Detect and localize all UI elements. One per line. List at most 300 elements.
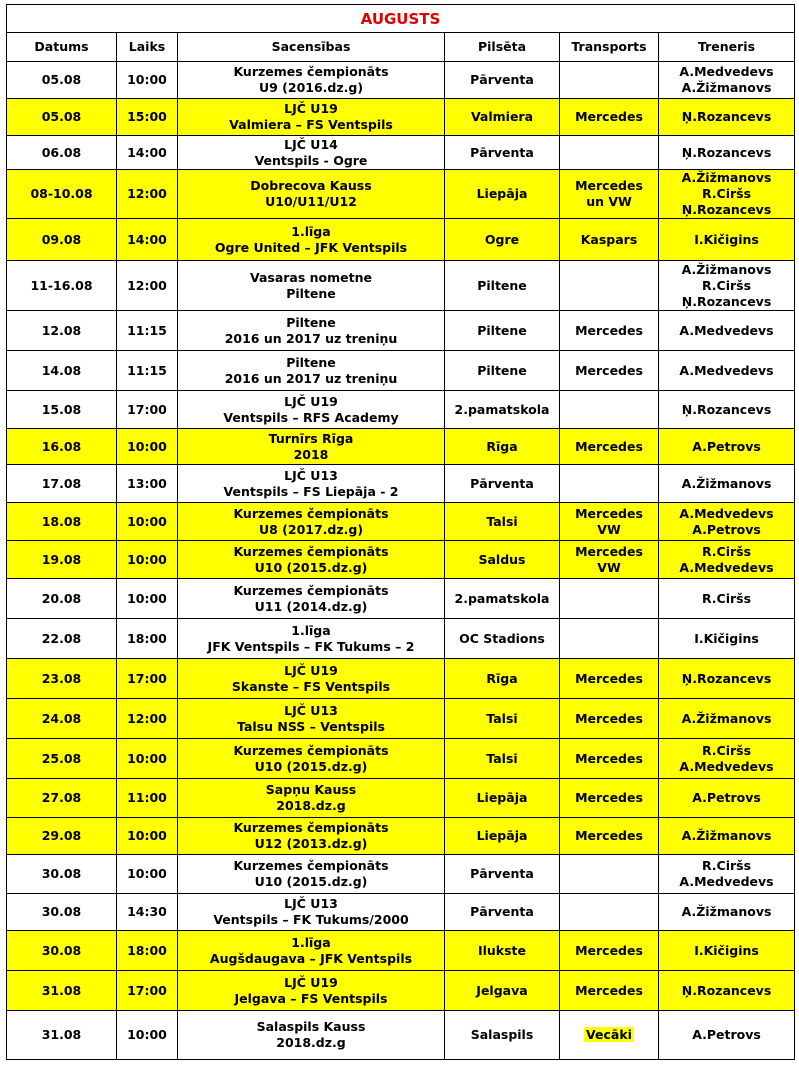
date-cell [7, 541, 117, 579]
city-cell [445, 1011, 560, 1060]
time-cell [117, 1011, 178, 1060]
transport-cell [560, 659, 659, 699]
event-title: Salaspils Kauss [256, 1019, 366, 1034]
coach-name-2: R.Ciršs [701, 186, 752, 201]
event-title: Sapņu Kauss [265, 782, 357, 797]
transport-cell [560, 739, 659, 779]
time-cell [117, 855, 178, 894]
header-transport: Transports [560, 33, 659, 62]
coach-name: A.Žižmanovs [681, 904, 772, 919]
event-title: 1.līga [291, 622, 331, 638]
event-cell [178, 465, 445, 503]
city-cell [445, 99, 560, 136]
date-cell [7, 818, 117, 855]
event-detail: 2018.dz.g [276, 798, 346, 813]
time-cell [117, 699, 178, 739]
city-text: Talsi [486, 750, 518, 766]
date-text: 14.08 [41, 362, 82, 378]
time-text: 12:00 [127, 186, 167, 201]
city-cell [445, 503, 560, 541]
time-text: 12:00 [127, 710, 167, 726]
time-cell [117, 261, 178, 311]
city-text: Rīga [486, 670, 518, 686]
transport-cell [560, 971, 659, 1011]
table-row [7, 931, 795, 971]
event-title: LJČ U14 [284, 136, 338, 152]
coach-name: A.Medvedevs [679, 505, 774, 521]
table-row [7, 1011, 795, 1060]
table-row [7, 391, 795, 429]
event-cell [178, 619, 445, 659]
event-cell [178, 99, 445, 136]
date-cell [7, 579, 117, 619]
coach-cell [659, 699, 795, 739]
city-text: Valmiera [470, 109, 534, 124]
transport-cell [560, 779, 659, 818]
transport-cell [560, 894, 659, 931]
event-cell [178, 971, 445, 1011]
city-cell [445, 170, 560, 219]
transport-cell [560, 541, 659, 579]
event-cell [178, 818, 445, 855]
coach-cell [659, 779, 795, 818]
coach-cell [659, 429, 795, 465]
time-cell [117, 619, 178, 659]
time-text: 11:15 [127, 362, 167, 378]
date-cell [7, 855, 117, 894]
transport-text: Mercedes [575, 438, 643, 454]
coach-cell [659, 971, 795, 1011]
event-title: Dobrecova Kauss [250, 178, 372, 193]
event-cell [178, 503, 445, 541]
date-cell [7, 219, 117, 261]
coach-cell [659, 739, 795, 779]
event-cell [178, 219, 445, 261]
transport-text: Mercedes [575, 322, 643, 338]
coach-name: Ņ.Rozancevs [681, 144, 772, 160]
transport-text: Mercedes [575, 505, 643, 521]
time-cell [117, 62, 178, 99]
coach-cell [659, 1011, 795, 1060]
city-text: Piltene [477, 277, 527, 293]
date-text: 31.08 [41, 982, 82, 998]
transport-text: Mercedes [575, 750, 643, 766]
event-title: LJČ U19 [284, 974, 338, 990]
time-cell [117, 311, 178, 351]
city-text: Pārventa [470, 866, 534, 881]
event-detail: Ventspils – RFS Academy [223, 409, 399, 425]
event-title: LJČ U19 [284, 393, 338, 409]
coach-name: A.Petrovs [692, 790, 761, 805]
transport-text: Mercedes [575, 362, 643, 378]
coach-cell [659, 659, 795, 699]
transport-cell [560, 219, 659, 261]
time-text: 13:00 [127, 475, 167, 491]
transport-text: Mercedes [575, 942, 643, 958]
coach-name: A.Žižmanovs [681, 170, 772, 185]
coach-name: Ņ.Rozancevs [681, 401, 772, 417]
transport-cell [560, 818, 659, 855]
coach-name: I.Kičigins [694, 942, 759, 958]
city-cell [445, 429, 560, 465]
coach-name-2: A.Medvedevs [679, 874, 774, 889]
coach-name: A.Žižmanovs [681, 261, 772, 277]
coach-name-2: A.Petrovs [692, 521, 761, 537]
coach-cell [659, 503, 795, 541]
city-text: Pārventa [470, 72, 534, 87]
schedule-rows [7, 62, 795, 1060]
event-cell [178, 136, 445, 170]
coach-cell [659, 541, 795, 579]
time-text: 10:00 [127, 513, 167, 529]
time-text: 10:00 [127, 551, 167, 567]
city-cell [445, 855, 560, 894]
event-title: 1.līga [291, 934, 331, 950]
table-row [7, 136, 795, 170]
transport-text: Mercedes [575, 828, 643, 843]
event-cell [178, 351, 445, 391]
time-text: 10:00 [127, 438, 167, 454]
event-cell [178, 541, 445, 579]
coach-name: A.Medvedevs [679, 64, 774, 79]
event-title: LJČ U13 [284, 467, 338, 483]
coach-name-2: A.Žižmanovs [681, 80, 772, 95]
transport-text-2: VW [597, 521, 621, 537]
coach-name-3: Ņ.Rozancevs [681, 202, 772, 217]
table-row [7, 818, 795, 855]
transport-text: Mercedes [575, 543, 643, 559]
date-text: 06.08 [41, 144, 82, 160]
city-text: Liepāja [476, 828, 528, 843]
table-row [7, 971, 795, 1011]
event-detail: Talsu NSS – Ventspils [237, 718, 385, 734]
header-date: Datums [7, 33, 117, 62]
transport-text: Mercedes [575, 982, 643, 998]
city-cell [445, 219, 560, 261]
table-row [7, 739, 795, 779]
time-cell [117, 541, 178, 579]
city-cell [445, 351, 560, 391]
time-cell [117, 503, 178, 541]
event-cell [178, 170, 445, 219]
city-cell [445, 579, 560, 619]
city-text: 2.pamatskola [454, 401, 550, 417]
city-text: Piltene [477, 362, 527, 378]
event-detail: U10/U11/U12 [265, 194, 357, 209]
transport-cell [560, 1011, 659, 1060]
event-cell [178, 1011, 445, 1060]
event-detail: JFK Ventspils – FK Tukums – 2 [207, 638, 415, 654]
coach-cell [659, 619, 795, 659]
event-detail: 2018.dz.g [276, 1035, 346, 1050]
city-text: Pārventa [470, 144, 534, 160]
city-cell [445, 659, 560, 699]
transport-text: Mercedes [575, 790, 643, 805]
date-cell [7, 391, 117, 429]
time-text: 17:00 [127, 982, 167, 998]
time-cell [117, 391, 178, 429]
city-text: Saldus [478, 551, 526, 567]
time-cell [117, 971, 178, 1011]
transport-text: Mercedes [575, 710, 643, 726]
city-text: Liepāja [476, 186, 528, 201]
coach-name: A.Žižmanovs [681, 828, 772, 843]
date-cell [7, 894, 117, 931]
date-cell [7, 779, 117, 818]
time-text: 11:15 [127, 322, 167, 338]
event-detail: 2018 [293, 446, 329, 462]
date-text: 23.08 [41, 670, 82, 686]
time-text: 14:00 [127, 231, 167, 247]
transport-text: Mercedes [575, 178, 643, 193]
time-text: 10:00 [127, 750, 167, 766]
city-cell [445, 699, 560, 739]
coach-cell [659, 99, 795, 136]
event-detail: U12 (2013.dz.g) [254, 836, 368, 851]
event-title: Kurzemes čempionāts [233, 64, 389, 79]
coach-cell [659, 931, 795, 971]
time-cell [117, 931, 178, 971]
date-text: 16.08 [41, 438, 82, 454]
city-cell [445, 971, 560, 1011]
table-row [7, 99, 795, 136]
time-text: 10:00 [127, 1027, 167, 1042]
city-cell [445, 465, 560, 503]
coach-name: I.Kičigins [694, 630, 759, 646]
coach-cell [659, 579, 795, 619]
transport-text: Mercedes [575, 670, 643, 686]
city-cell [445, 739, 560, 779]
event-detail: Ventspils - Ogre [254, 152, 368, 168]
time-cell [117, 739, 178, 779]
transport-cell [560, 351, 659, 391]
event-title: LJČ U19 [284, 662, 338, 678]
event-detail: Ogre United – JFK Ventspils [214, 239, 408, 255]
time-cell [117, 170, 178, 219]
table-row [7, 429, 795, 465]
city-cell [445, 541, 560, 579]
event-cell [178, 894, 445, 931]
transport-cell [560, 99, 659, 136]
transport-cell [560, 136, 659, 170]
coach-name: A.Medvedevs [679, 362, 774, 378]
time-cell [117, 579, 178, 619]
event-cell [178, 261, 445, 311]
date-cell [7, 261, 117, 311]
event-cell [178, 62, 445, 99]
event-title: Kurzemes čempionāts [233, 505, 389, 521]
table-row [7, 699, 795, 739]
date-text: 12.08 [41, 322, 82, 338]
transport-text-2: un VW [586, 194, 632, 209]
city-cell [445, 311, 560, 351]
coach-name: Ņ.Rozancevs [681, 982, 772, 998]
event-detail: U10 (2015.dz.g) [254, 758, 368, 774]
coach-name: A.Žižmanovs [681, 475, 772, 491]
coach-name-2: A.Medvedevs [679, 758, 774, 774]
coach-name: R.Ciršs [701, 742, 752, 758]
table-row [7, 62, 795, 99]
event-cell [178, 391, 445, 429]
event-title: LJČ U13 [284, 702, 338, 718]
event-detail: U10 (2015.dz.g) [254, 559, 368, 575]
date-cell [7, 619, 117, 659]
event-detail: Augšdaugava – JFK Ventspils [209, 950, 413, 966]
event-cell [178, 579, 445, 619]
time-text: 11:00 [127, 790, 167, 805]
city-cell [445, 62, 560, 99]
city-text: Liepāja [476, 790, 528, 805]
transport-cell [560, 579, 659, 619]
event-cell [178, 429, 445, 465]
header-coach: Treneris [659, 33, 795, 62]
coach-name: A.Petrovs [692, 438, 761, 454]
time-text: 17:00 [127, 401, 167, 417]
time-text: 14:30 [127, 904, 167, 919]
time-cell [117, 99, 178, 136]
date-text: 05.08 [41, 109, 82, 124]
date-text: 30.08 [41, 942, 82, 958]
coach-name: I.Kičigins [694, 231, 759, 247]
date-text: 17.08 [41, 475, 82, 491]
time-cell [117, 465, 178, 503]
event-title: LJČ U19 [284, 101, 338, 116]
event-cell [178, 311, 445, 351]
time-cell [117, 659, 178, 699]
date-text: 05.08 [41, 72, 82, 87]
city-text: Piltene [477, 322, 527, 338]
event-title: 1.līga [291, 223, 331, 239]
header-city: Pilsēta [445, 33, 560, 62]
event-detail: 2016 un 2017 uz treniņu [224, 330, 398, 346]
event-title: Kurzemes čempionāts [233, 582, 389, 598]
city-text: Ilukste [477, 942, 527, 958]
time-cell [117, 429, 178, 465]
event-title: Kurzemes čempionāts [233, 858, 389, 873]
date-cell [7, 311, 117, 351]
date-text: 29.08 [41, 828, 82, 843]
event-title: Piltene [286, 354, 336, 370]
table-row [7, 311, 795, 351]
city-cell [445, 619, 560, 659]
coach-cell [659, 818, 795, 855]
date-cell [7, 170, 117, 219]
date-text: 08-10.08 [30, 186, 93, 201]
header-row [7, 33, 795, 62]
coach-name: R.Ciršs [701, 858, 752, 873]
table-row [7, 659, 795, 699]
time-text: 15:00 [127, 109, 167, 124]
date-text: 24.08 [41, 710, 82, 726]
coach-name: A.Medvedevs [679, 322, 774, 338]
time-cell [117, 779, 178, 818]
event-detail: 2016 un 2017 uz treniņu [224, 370, 398, 386]
event-title: Kurzemes čempionāts [233, 543, 389, 559]
date-cell [7, 465, 117, 503]
time-cell [117, 818, 178, 855]
coach-name: A.Petrovs [692, 1027, 761, 1042]
date-cell [7, 739, 117, 779]
time-text: 10:00 [127, 72, 167, 87]
event-detail: Jelgava – FS Ventspils [234, 990, 388, 1006]
coach-cell [659, 465, 795, 503]
coach-cell [659, 351, 795, 391]
time-text: 10:00 [127, 828, 167, 843]
date-cell [7, 971, 117, 1011]
date-cell [7, 503, 117, 541]
date-cell [7, 699, 117, 739]
table-row [7, 351, 795, 391]
table-row [7, 579, 795, 619]
date-text: 31.08 [41, 1027, 82, 1042]
date-text: 30.08 [41, 866, 82, 881]
transport-cell [560, 170, 659, 219]
event-title: Kurzemes čempionāts [233, 820, 389, 835]
table-row [7, 619, 795, 659]
city-text: Talsi [486, 513, 518, 529]
event-detail: U11 (2014.dz.g) [254, 598, 368, 614]
event-cell [178, 739, 445, 779]
time-text: 17:00 [127, 670, 167, 686]
month-title: AUGUSTS [7, 5, 795, 33]
date-text: 20.08 [41, 590, 82, 606]
event-cell [178, 855, 445, 894]
city-cell [445, 894, 560, 931]
time-text: 18:00 [127, 630, 167, 646]
coach-cell [659, 170, 795, 219]
coach-cell [659, 261, 795, 311]
event-detail: Ventspils – FK Tukums/2000 [213, 912, 409, 927]
table-row [7, 503, 795, 541]
city-text: 2.pamatskola [454, 590, 550, 606]
date-text: 30.08 [41, 904, 82, 919]
city-text: Jelgava [476, 982, 528, 998]
transport-cell [560, 62, 659, 99]
date-text: 18.08 [41, 513, 82, 529]
date-cell [7, 99, 117, 136]
transport-text: Kaspars [580, 231, 638, 247]
date-text: 25.08 [41, 750, 82, 766]
coach-name-2: R.Ciršs [701, 277, 752, 293]
coach-cell [659, 855, 795, 894]
date-text: 19.08 [41, 551, 82, 567]
coach-name: Ņ.Rozancevs [681, 670, 772, 686]
transport-cell [560, 619, 659, 659]
event-detail: Valmiera – FS Ventspils [229, 117, 393, 132]
city-cell [445, 391, 560, 429]
time-text: 12:00 [127, 277, 167, 293]
time-cell [117, 351, 178, 391]
city-cell [445, 818, 560, 855]
coach-cell [659, 62, 795, 99]
transport-cell [560, 503, 659, 541]
header-event: Sacensības [178, 33, 445, 62]
time-text: 18:00 [127, 942, 167, 958]
table-row [7, 541, 795, 579]
table-row [7, 779, 795, 818]
coach-cell [659, 391, 795, 429]
transport-cell [560, 311, 659, 351]
city-text: Ogre [484, 231, 520, 247]
time-cell [117, 894, 178, 931]
city-text: Talsi [486, 710, 518, 726]
transport-cell [560, 429, 659, 465]
city-cell [445, 931, 560, 971]
city-text: Pārventa [470, 475, 534, 491]
event-detail: Piltene [286, 285, 336, 301]
event-title: Turnīrs Rīga [268, 430, 354, 446]
transport-cell [560, 465, 659, 503]
